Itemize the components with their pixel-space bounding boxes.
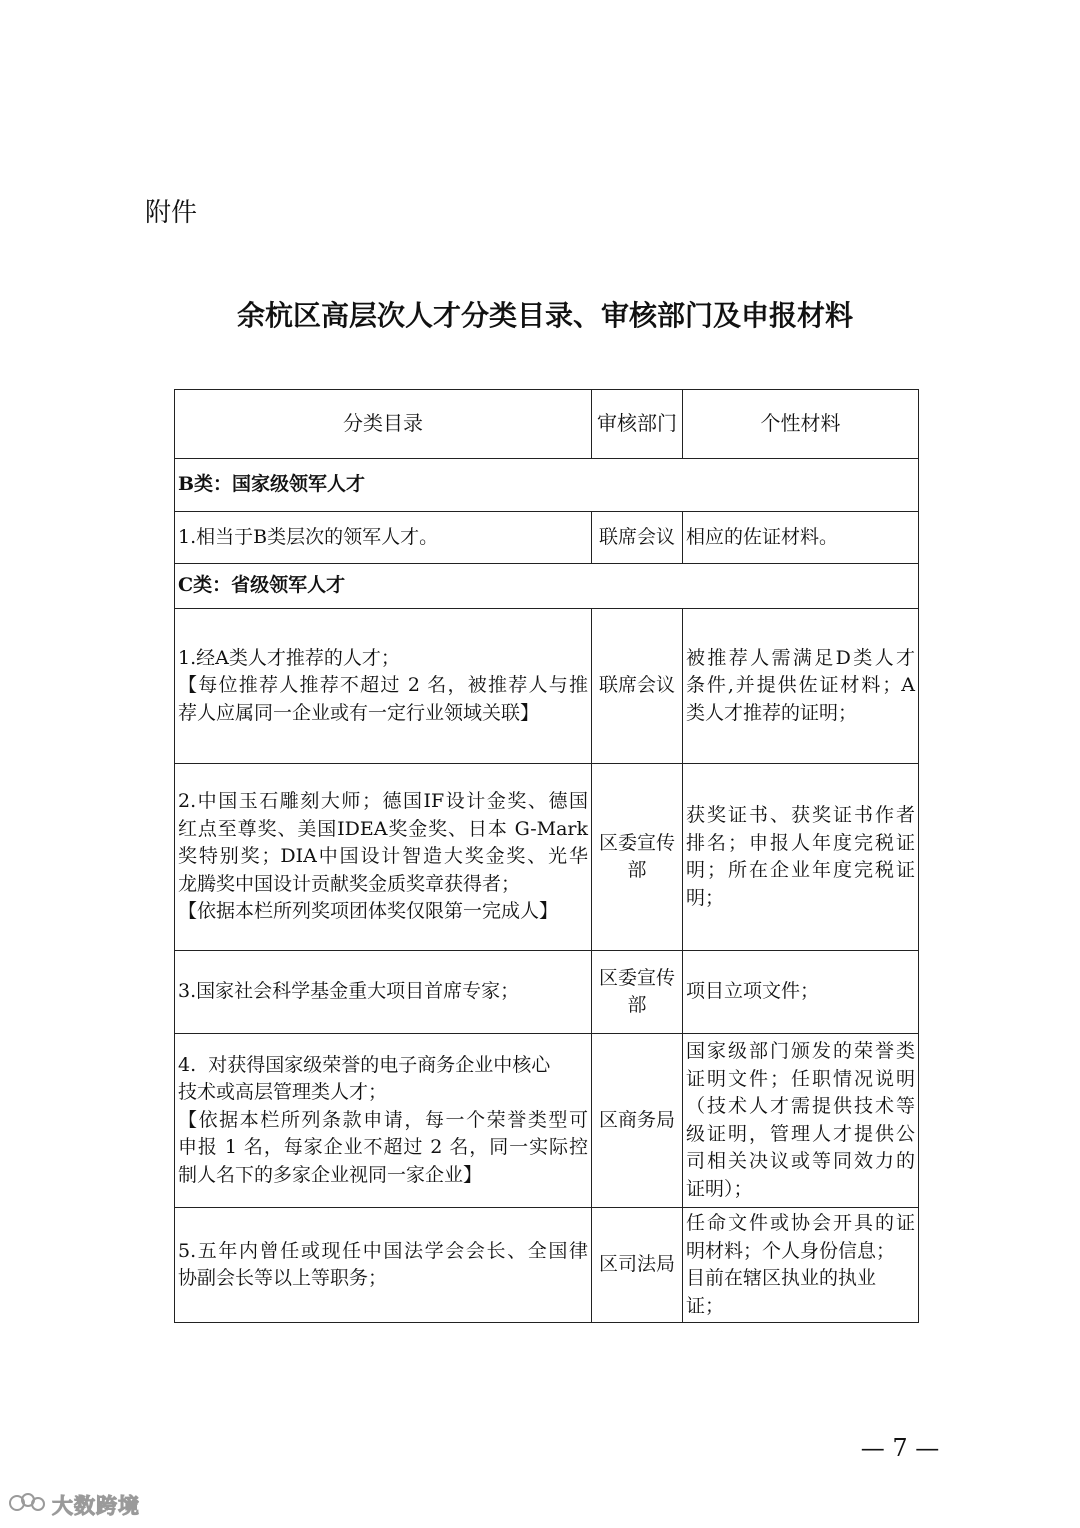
category-cell	[175, 609, 592, 764]
cell-line: 明；	[686, 886, 725, 909]
page-title: 余杭区高层次人才分类目录、审核部门及申报材料	[236, 299, 853, 332]
cell-line: 申报 1 名，每家企业不超过 2 名，同一实际控	[178, 1136, 588, 1159]
cell-line: 证；	[686, 1294, 725, 1317]
department-cell	[592, 609, 683, 764]
page-number: — 7 —	[860, 1434, 940, 1462]
cell-line: 【依据本栏所列奖项团体奖仅限第一完成人】	[178, 900, 559, 923]
table-row	[175, 1034, 919, 1208]
cell-line: 明材料；个人身份信息；	[686, 1239, 896, 1262]
category-cell	[175, 512, 592, 564]
cell-line: 区商务局	[598, 1108, 675, 1131]
category-cell	[175, 764, 592, 951]
cell-line: 红点至尊奖、美国IDEA奖金奖、日本 G-Mark	[178, 817, 588, 840]
table-row	[175, 609, 919, 764]
watermark	[8, 1490, 140, 1520]
department-cell	[592, 1034, 683, 1208]
cell-line: 2.中国玉石雕刻大师；德国IF设计金奖、德国	[178, 790, 588, 813]
cell-line: 部	[627, 859, 647, 881]
department-cell	[592, 951, 683, 1034]
section-heading-c: C类：省级领军人才	[175, 564, 919, 609]
cell-line: 区委宣传	[598, 831, 675, 854]
materials-cell	[683, 609, 919, 764]
department-cell	[592, 764, 683, 951]
cell-line: 制人名下的多家企业视同一家企业】	[178, 1163, 483, 1186]
cell-line: 级证明，管理人才提供公	[686, 1122, 915, 1145]
cell-line: 联席会议	[598, 525, 675, 548]
cell-line: 获奖证书、获奖证书作者	[686, 804, 915, 826]
materials-cell	[683, 1034, 919, 1208]
cell-line: 3.国家社会科学基金重大项目首席专家；	[178, 980, 520, 1003]
cell-line: 国家级部门颁发的荣誉类	[686, 1040, 915, 1062]
cell-line: 【每位推荐人推荐不超过 2 名，被推荐人与推	[178, 674, 588, 697]
department-cell	[592, 512, 683, 564]
table-row	[175, 512, 919, 564]
cell-line: 4. 对获得国家级荣誉的电子商务企业中核心	[178, 1053, 551, 1076]
cell-line: 区司法局	[598, 1253, 675, 1276]
cell-line: 5.五年内曾任或现任中国法学会会长、全国律	[178, 1239, 588, 1262]
cell-line: 奖特别奖；DIA中国设计智造大奖金奖、光华	[178, 845, 588, 868]
category-cell	[175, 951, 592, 1034]
cell-line: 1.经A类人才推荐的人才；	[178, 646, 400, 669]
attachment-label: 附件	[145, 198, 198, 228]
table-row	[175, 764, 919, 951]
header-category: 分类目录	[175, 390, 592, 459]
materials-cell	[683, 512, 919, 564]
cell-line: 类人才推荐的证明；	[686, 701, 858, 724]
section-row-b	[175, 459, 919, 512]
category-cell	[175, 1208, 592, 1323]
materials-cell	[683, 764, 919, 951]
cell-line: 任命文件或协会开具的证	[686, 1212, 915, 1234]
header-materials: 个性材料	[683, 390, 919, 459]
materials-cell	[683, 951, 919, 1034]
cell-line: 1.相当于B类层次的领军人才。	[178, 525, 439, 548]
department-cell	[592, 1208, 683, 1323]
cell-line: 司相关决议或等同效力的	[686, 1150, 915, 1172]
cell-line: 技术或高层管理类人才；	[178, 1081, 388, 1104]
cell-line: 明；所在企业年度完税证	[686, 859, 915, 881]
cell-line: 部	[627, 994, 647, 1016]
cell-line: 协副会长等以上等职务；	[178, 1267, 388, 1289]
cell-line: 证明）；	[686, 1177, 753, 1200]
cell-line: 目前在辖区执业的执业	[686, 1267, 877, 1289]
talent-catalog-table	[174, 389, 919, 1323]
cell-line: 被推荐人需满足D类人才	[686, 646, 915, 669]
cell-line: 排名；申报人年度完税证	[686, 831, 915, 854]
cell-line: 荐人应属同一企业或有一定行业领域关联】	[178, 701, 540, 724]
cell-line: 区委宣传	[598, 966, 675, 989]
cell-line: 证明文件；任职情况说明	[686, 1067, 915, 1090]
watermark-text: 大数跨境	[52, 1494, 140, 1518]
category-cell	[175, 1034, 592, 1208]
table-row	[175, 1208, 919, 1323]
logo-rings-icon	[8, 1490, 48, 1520]
materials-cell	[683, 1208, 919, 1323]
cell-line: 联席会议	[598, 674, 675, 697]
cell-line: 相应的佐证材料。	[686, 525, 839, 548]
table-header-row	[175, 390, 919, 459]
section-row-c	[175, 564, 919, 609]
cell-line: （技术人才需提供技术等	[686, 1095, 915, 1117]
cell-line: 条件,并提供佐证材料；A	[686, 674, 915, 697]
cell-line: 【依据本栏所列条款申请，每一个荣誉类型可	[178, 1108, 588, 1131]
cell-line: 项目立项文件；	[686, 980, 820, 1003]
header-department: 审核部门	[592, 390, 683, 459]
section-heading-b: B类：国家级领军人才	[175, 459, 919, 512]
table-row	[175, 951, 919, 1034]
cell-line: 龙腾奖中国设计贡献奖金质奖章获得者；	[178, 872, 521, 895]
